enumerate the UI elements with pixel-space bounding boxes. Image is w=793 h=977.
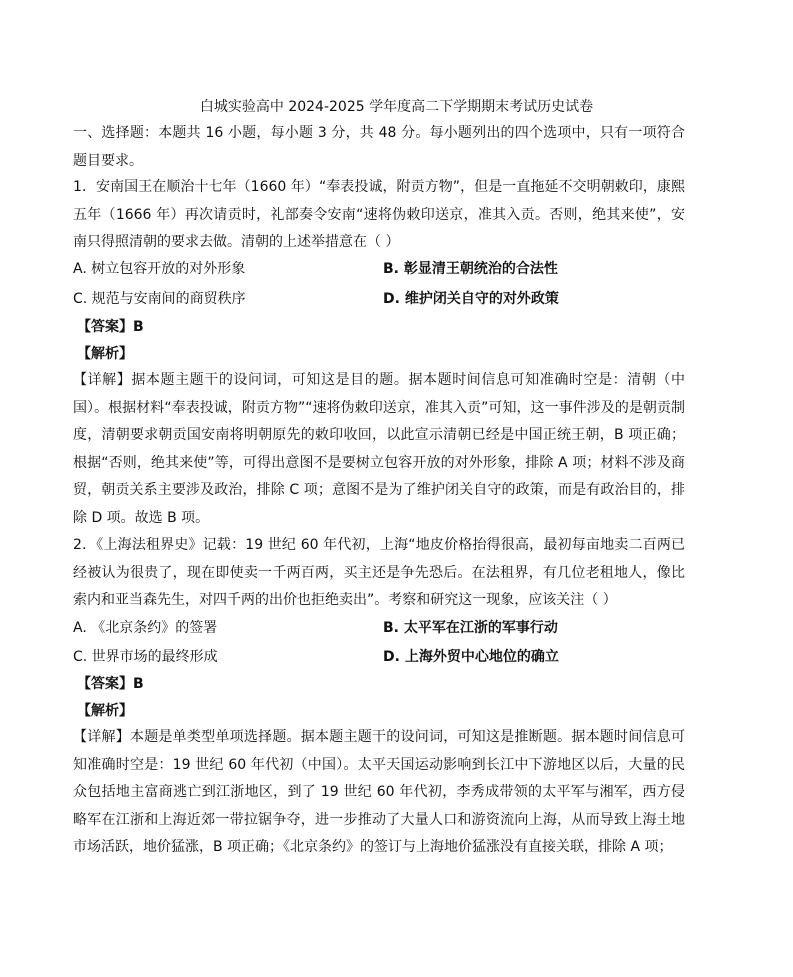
question-2-answer: 【答案】B [77,676,144,692]
section-intro: 一、选择题：本题共 16 小题，每小题 3 分，共 48 分。每小题列出的四个选项中，只有一项符合题目要求。 [73,125,685,169]
question-1-answer: 【答案】B [77,319,144,335]
question-2-analysis-label: 【解析】 [77,703,133,719]
exam-title: 白城实验高中 2024-2025 学年度高二下学期期末考试历史试卷 [199,99,594,115]
question-2-option-b[interactable]: B. 太平军在江浙的军事行动 [383,620,558,636]
question-1-analysis-label: 【解析】 [77,346,133,362]
question-1-option-a[interactable]: A. 树立包容开放的对外形象 [73,261,246,277]
question-1-option-d[interactable]: D. 维护闭关自守的对外政策 [383,291,559,307]
question-2-detail: 【详解】本题是单类型单项选择题。据本题主题干的设问词，可知这是推断题。据本题时间信息可知准确时空是：19 世纪 60 年代初（中国）。太平天国运动影响到长江中下游地区以后，大量的民众包括地主富商逃亡到江浙地区，到了 19 世纪 60 年代初，李秀成带领的太平军与湘军，西方侵略军在江浙和上海近郊一带拉锯争夺，进一步推动了大量人口和游资流向上海，从而导致上海土地市场活跃，地价猛涨，B 项正确；《北京条约》的签订与上海地价猛涨没有直接关联，排除 A 项； [73,729,685,855]
question-1-option-c[interactable]: C. 规范与安南间的商贸秩序 [73,291,246,307]
question-2-option-c[interactable]: C. 世界市场的最终形成 [73,649,218,665]
question-2-options-row-1 [73,617,685,639]
question-1-option-b[interactable]: B. 彰显清王朝统治的合法性 [383,261,558,277]
question-1-stem: 1．安南国王在顺治十七年（1660 年）“奉表投诚，附贡方物”，但是一直拖延不交明朝敕印，康熙五年（1666 年）再次请贡时，礼部奏令安南“速将伪敕印送京，准其入贡。否则，绝其来使”，安南只得照清朝的要求去做。清朝的上述举措意在（ ） [73,179,685,250]
question-2-stem: 2．《上海法租界史》记载：19 世纪 60 年代初，上海“地皮价格抬得很高，最初每亩地卖二百两已经被认为很贵了，现在即使卖一千两百两，买主还是争先恐后。在法租界，有几位老租地人，像比索内和亚当森先生，对四千两的出价也拒绝卖出”。考察和研究这一现象，应该关注（ ） [73,537,685,608]
question-2-option-d[interactable]: D. 上海外贸中心地位的确立 [383,649,559,665]
question-2-options-row-2 [73,646,685,668]
question-1-options-row-2 [73,288,685,310]
question-1-options-row-1 [73,258,685,280]
question-2-option-a[interactable]: A. 《北京条约》的签署 [73,620,218,636]
question-1-detail: 【详解】据本题主题干的设问词，可知这是目的题。据本题时间信息可知准确时空是：清朝（中国）。根据材料“奉表投诚，附贡方物”“速将伪敕印送京，准其入贡”可知，这一事件涉及的是朝贡制度，清朝要求朝贡国安南将明朝原先的敕印收回，以此宣示清朝已经是中国正统王朝，B 项正确；根据“否则，绝其来使”等，可得出意图不是要树立包容开放的对外形象，排除 A 项；材料不涉及商贸，朝贡关系主要涉及政治，排除 C 项；意图不是为了维护闭关自守的政策，而是有政治目的，排除 D 项。故选 B 项。 [73,372,685,526]
